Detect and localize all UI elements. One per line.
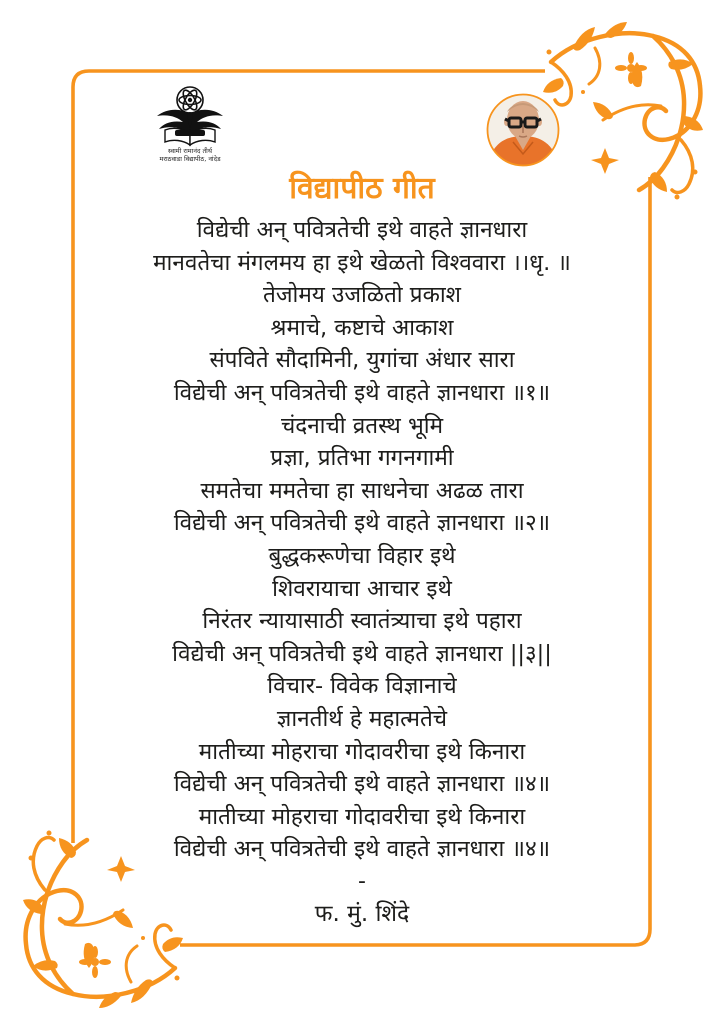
poem-line: विचार- विवेक विज्ञानाचे <box>267 673 457 700</box>
page-title: विद्यापीठ गीत <box>289 171 435 206</box>
poem-line: तेजोमय उजळितो प्रकाश <box>263 282 461 309</box>
logo-caption-line2: मराठवाडा विद्यापीठ, नांदेड <box>159 154 221 163</box>
poem-line: चंदनाची व्रतस्थ भूमि <box>280 412 444 439</box>
university-logo <box>146 84 234 163</box>
poem-line: विद्येची अन् पवित्रतेची इथे वाहते ज्ञानधारा ॥२॥ <box>173 510 551 537</box>
poem-line: श्रमाचे, कष्टाचे आकाश <box>270 314 454 341</box>
university-emblem-icon <box>151 84 229 148</box>
poem-line: विद्येची अन् पवित्रतेची इथे वाहते ज्ञानधारा ॥४॥ <box>173 836 551 863</box>
poem-line: विद्येची अन् पवित्रतेची इथे वाहते ज्ञानधारा ॥१॥ <box>173 379 551 406</box>
poem-line: विद्येची अन् पवित्रतेची इथे वाहते ज्ञानधारा <box>196 217 528 243</box>
poem-line: समतेचा ममतेचा हा साधनेचा अढळ तारा <box>200 477 524 504</box>
poet-portrait <box>485 92 561 168</box>
poem-line: विद्येची अन् पवित्रतेची इथे वाहते ज्ञानधारा ||३|| <box>172 640 552 667</box>
logo-caption-line1: स्वामी रामानंद तीर्थ <box>167 147 213 155</box>
poem-line: शिवरायाचा आचार इथे <box>272 575 452 602</box>
poem-line: मातीच्या मोहराचा गोदावरीचा इथे किनारा <box>198 803 526 830</box>
poem-line: मानवतेचा मंगलमय हा इथे खेळतो विश्ववारा ।।धृ. ॥ <box>153 249 571 276</box>
author-name: फ. मुं. शिंदे <box>314 901 410 928</box>
separator-dash: - <box>358 868 366 894</box>
poem-line: प्रज्ञा, प्रतिभा गगनगामी <box>270 445 454 472</box>
poem-line: मातीच्या मोहराचा गोदावरीचा इथे किनारा <box>198 738 526 765</box>
poem-line: ज्ञानतीर्थ हे महात्मतेचे <box>276 705 448 732</box>
poem <box>82 214 642 931</box>
poem-line: संपविते सौदामिनी, युगांचा अंधार सारा <box>209 347 515 374</box>
poem-line: विद्येची अन् पवित्रतेची इथे वाहते ज्ञानधारा ॥४॥ <box>173 771 551 798</box>
poem-line: निरंतर न्यायासाठी स्वातंत्र्याचा इथे पहारा <box>202 608 522 635</box>
poem-line: बुद्धकरूणेचा विहार इथे <box>268 542 456 569</box>
